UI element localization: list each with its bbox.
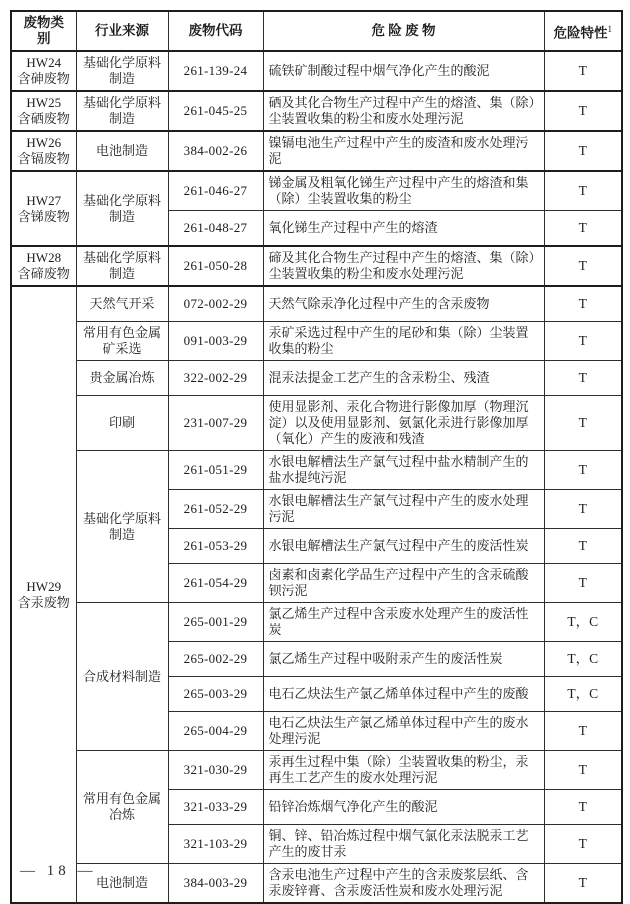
industry-cell: 贵金属冶炼 — [76, 361, 168, 396]
code-cell: 384-002-26 — [168, 131, 263, 171]
code-cell: 261-139-24 — [168, 51, 263, 91]
category-name: 含汞废物 — [17, 594, 70, 610]
waste-cell: 碲及其化合物生产过程中产生的熔渣、集（除）尘装置收集的粉尘和废水处理污泥 — [263, 246, 544, 286]
table-row — [11, 286, 622, 322]
waste-cell: 镍镉电池生产过程中产生的废渣和废水处理污泥 — [263, 131, 544, 171]
waste-cell: 硒及其化合物生产过程中产生的熔渣、集（除）尘装置收集的粉尘和废水处理污泥 — [263, 91, 544, 131]
industry-cell: 电池制造 — [76, 131, 168, 171]
table-row — [11, 131, 622, 171]
table-row — [11, 361, 622, 396]
code-cell: 265-001-29 — [168, 603, 263, 642]
waste-cell: 氯乙烯生产过程中吸附汞产生的废活性炭 — [263, 642, 544, 677]
header-hazard-footnote-marker: 1 — [607, 23, 612, 34]
code-cell: 231-007-29 — [168, 396, 263, 451]
hazard-cell: T，C — [544, 603, 622, 642]
table-row — [11, 322, 622, 361]
category-name: 含砷废物 — [17, 71, 70, 86]
category-cell — [11, 246, 76, 286]
category-name: 含锑废物 — [17, 208, 70, 224]
hazard-cell: T — [544, 529, 622, 564]
waste-cell: 使用显影剂、汞化合物进行影像加厚（物理沉淀）以及使用显影剂、氨氯化汞进行影像加厚（氧化）产生的废液和残渣 — [263, 396, 544, 451]
table-row — [11, 171, 622, 211]
code-cell: 261-046-27 — [168, 171, 263, 211]
hazard-cell: T — [544, 396, 622, 451]
code-cell: 261-052-29 — [168, 490, 263, 529]
table-header — [11, 11, 622, 51]
code-cell: 261-053-29 — [168, 529, 263, 564]
waste-cell: 电石乙炔法生产氯乙烯单体过程中产生的废水处理污泥 — [263, 712, 544, 751]
hazard-cell: T — [544, 490, 622, 529]
table-row — [11, 603, 622, 642]
header-hazard-label: 危险特性 — [553, 25, 608, 41]
hazard-cell: T — [544, 751, 622, 790]
waste-cell: 含汞电池生产过程中产生的含汞废浆层纸、含汞废锌膏、含汞废活性炭和废水处理污泥 — [263, 864, 544, 904]
category-cell — [11, 286, 76, 903]
industry-cell: 合成材料制造 — [76, 603, 168, 751]
code-cell: 265-003-29 — [168, 677, 263, 712]
table-row — [11, 751, 622, 790]
code-cell: 321-030-29 — [168, 751, 263, 790]
industry-cell: 基础化学原料制造 — [76, 451, 168, 603]
category-name: 含碲废物 — [17, 266, 70, 281]
table-row — [11, 864, 622, 904]
hazard-cell: T — [544, 451, 622, 490]
header-code: 废物代码 — [168, 11, 263, 51]
hazard-cell: T — [544, 171, 622, 211]
header-industry: 行业来源 — [76, 11, 168, 51]
waste-cell: 硫铁矿制酸过程中烟气净化产生的酸泥 — [263, 51, 544, 91]
hazard-cell: T — [544, 864, 622, 904]
code-cell: 261-054-29 — [168, 564, 263, 603]
category-cell — [11, 91, 76, 131]
category-id: HW27 — [26, 192, 62, 208]
code-cell: 261-050-28 — [168, 246, 263, 286]
header-waste: 危 险 废 物 — [263, 11, 544, 51]
hazardous-waste-table — [10, 10, 623, 904]
code-cell: 261-048-27 — [168, 211, 263, 247]
hazard-cell: T — [544, 564, 622, 603]
hazard-cell: T — [544, 361, 622, 396]
hazard-cell: T，C — [544, 677, 622, 712]
table-row — [11, 396, 622, 451]
industry-cell: 印刷 — [76, 396, 168, 451]
industry-cell: 基础化学原料制造 — [76, 51, 168, 91]
code-cell: 322-002-29 — [168, 361, 263, 396]
category-id: HW24 — [26, 55, 62, 70]
industry-cell: 基础化学原料制造 — [76, 246, 168, 286]
industry-cell: 基础化学原料制造 — [76, 91, 168, 131]
header-hazard — [544, 11, 622, 51]
category-name: 含硒废物 — [17, 111, 70, 126]
table-body — [11, 51, 622, 903]
waste-cell: 混汞法提金工艺产生的含汞粉尘、残渣 — [263, 361, 544, 396]
waste-cell: 汞再生过程中集（除）尘装置收集的粉尘，汞再生工艺产生的废水处理污泥 — [263, 751, 544, 790]
waste-cell: 氯乙烯生产过程中含汞废水处理产生的废活性炭 — [263, 603, 544, 642]
waste-cell: 铜、锌、铅冶炼过程中烟气氯化汞法脱汞工艺产生的废甘汞 — [263, 825, 544, 864]
industry-cell: 常用有色金属冶炼 — [76, 751, 168, 864]
code-cell: 265-004-29 — [168, 712, 263, 751]
hazard-cell: T — [544, 211, 622, 247]
table-row — [11, 451, 622, 490]
category-id: HW26 — [26, 135, 62, 150]
code-cell: 261-045-25 — [168, 91, 263, 131]
waste-cell: 水银电解槽法生产氯气过程中盐水精制产生的盐水提纯污泥 — [263, 451, 544, 490]
hazard-cell: T — [544, 790, 622, 825]
category-id: HW25 — [26, 95, 62, 110]
category-id: HW29 — [26, 578, 62, 594]
table-row — [11, 246, 622, 286]
hazard-cell: T — [544, 286, 622, 322]
hazard-cell: T — [544, 712, 622, 751]
header-category: 废物类别 — [11, 11, 76, 51]
header-row — [11, 11, 622, 51]
waste-cell: 电石乙炔法生产氯乙烯单体过程中产生的废酸 — [263, 677, 544, 712]
code-cell: 321-103-29 — [168, 825, 263, 864]
code-cell: 091-003-29 — [168, 322, 263, 361]
hazard-cell: T，C — [544, 642, 622, 677]
waste-cell: 卤素和卤素化学品生产过程中产生的含汞硫酸钡污泥 — [263, 564, 544, 603]
industry-cell: 基础化学原料制造 — [76, 171, 168, 246]
hazard-cell: T — [544, 91, 622, 131]
waste-cell: 汞矿采选过程中产生的尾砂和集（除）尘装置收集的粉尘 — [263, 322, 544, 361]
code-cell: 321-033-29 — [168, 790, 263, 825]
hazard-cell: T — [544, 51, 622, 91]
table-row — [11, 51, 622, 91]
hazard-cell: T — [544, 322, 622, 361]
industry-cell: 常用有色金属矿采选 — [76, 322, 168, 361]
code-cell: 265-002-29 — [168, 642, 263, 677]
table-row — [11, 91, 622, 131]
category-id: HW28 — [26, 250, 62, 265]
code-cell: 072-002-29 — [168, 286, 263, 322]
waste-cell: 天然气除汞净化过程中产生的含汞废物 — [263, 286, 544, 322]
category-cell — [11, 131, 76, 171]
industry-cell: 电池制造 — [76, 864, 168, 904]
waste-cell: 铅锌冶炼烟气净化产生的酸泥 — [263, 790, 544, 825]
waste-cell: 水银电解槽法生产氯气过程中产生的废活性炭 — [263, 529, 544, 564]
category-name: 含镉废物 — [17, 151, 70, 166]
industry-cell: 天然气开采 — [76, 286, 168, 322]
category-cell — [11, 171, 76, 246]
waste-cell: 水银电解槽法生产氯气过程中产生的废水处理污泥 — [263, 490, 544, 529]
page-number: — 18 — — [20, 863, 97, 879]
category-cell — [11, 51, 76, 91]
code-cell: 384-003-29 — [168, 864, 263, 904]
code-cell: 261-051-29 — [168, 451, 263, 490]
hazard-cell: T — [544, 825, 622, 864]
waste-cell: 氧化锑生产过程中产生的熔渣 — [263, 211, 544, 247]
hazard-cell: T — [544, 246, 622, 286]
waste-cell: 锑金属及粗氧化锑生产过程中产生的熔渣和集（除）尘装置收集的粉尘 — [263, 171, 544, 211]
hazard-cell: T — [544, 131, 622, 171]
